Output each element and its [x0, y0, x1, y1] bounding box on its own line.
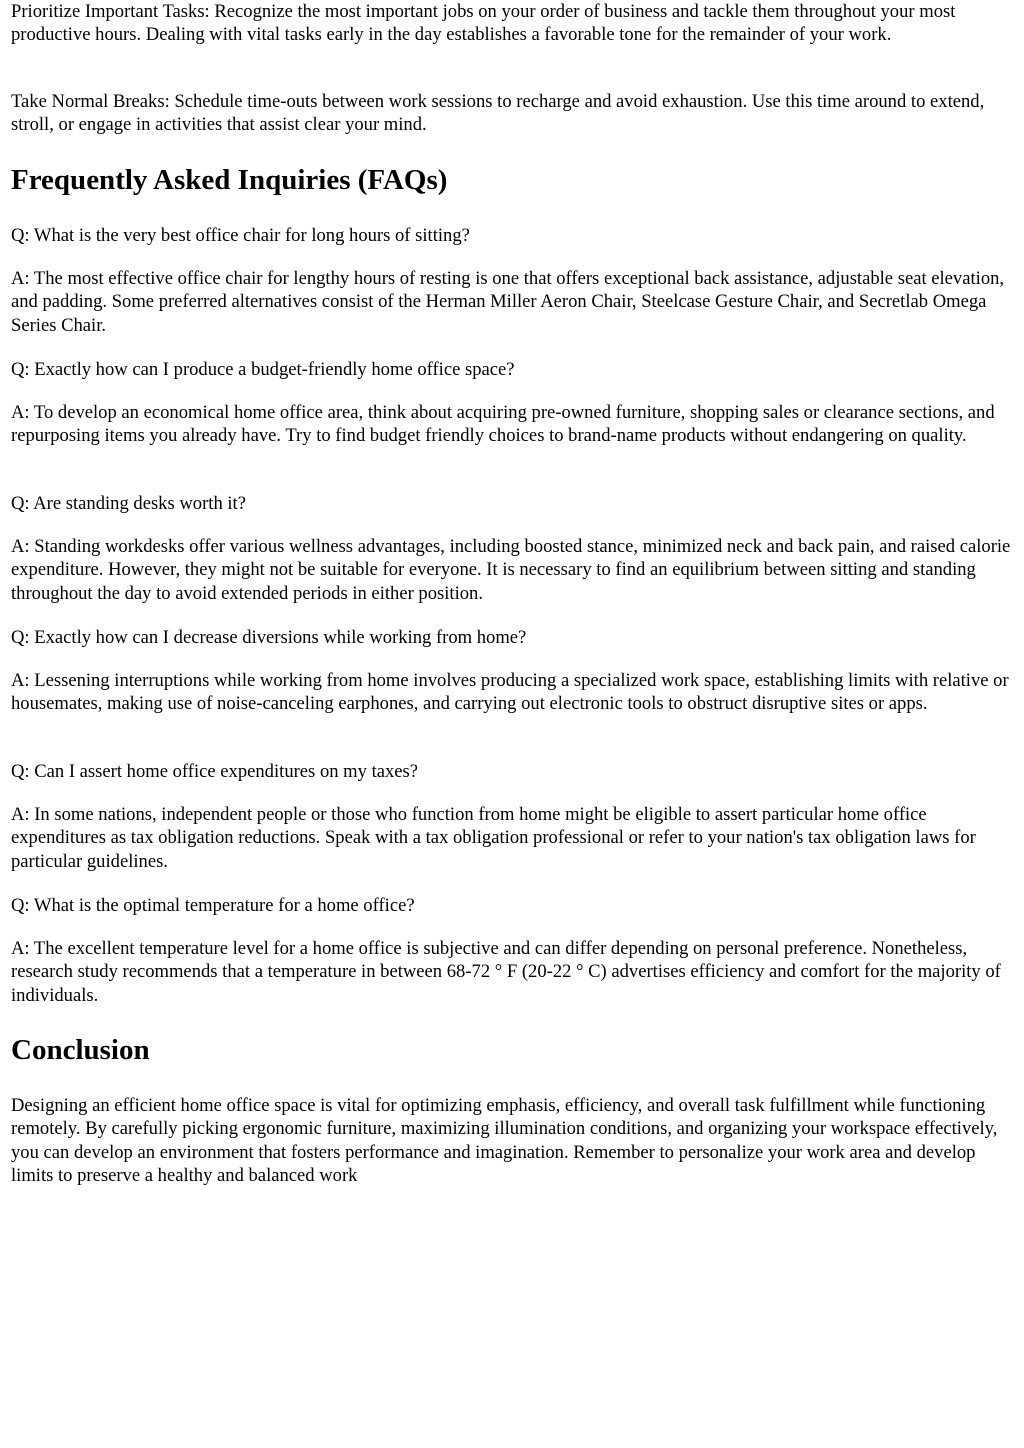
faq-question-5: Q: Can I assert home office expenditures on my taxes?	[11, 761, 419, 782]
faq-heading: Frequently Asked Inquiries (FAQs)	[11, 164, 448, 196]
conclusion-heading: Conclusion	[11, 1034, 150, 1066]
faq-answer-4: A: Lessening interruptions while working from home involves producing a specialized work space, establishing limits with relative or housemates, making use of noise-canceling earphones, and carrying out electronic tools to obstruct disruptive sites or apps.	[11, 670, 1009, 715]
paragraph-take-breaks: Take Normal Breaks: Schedule time-outs between work sessions to recharge and avoid exhaustion. Use this time around to extend, stroll, or engage in activities that assist clear your mind.	[11, 91, 985, 136]
faq-answer-1: A: The most effective office chair for lengthy hours of resting is one that offers exceptional back assistance, adjustable seat elevation, and padding. Some preferred alternatives consist of the Herman Miller Aeron Chair, Steelcase Gesture Chair, and Secretlab Omega Series Chair.	[11, 268, 1005, 336]
conclusion-paragraph: Designing an efficient home office space is vital for optimizing emphasis, efficiency, and overall task fulfillment while functioning remotely. By carefully picking ergonomic furniture, maximizing illumination conditions, and organizing your workspace effectively, you can develop an environment that fosters performance and imagination. Remember to personalize your work area and develop limits to preserve a healthy and balanced work	[11, 1095, 998, 1186]
faq-question-3: Q: Are standing desks worth it?	[11, 493, 246, 514]
faq-question-2: Q: Exactly how can I produce a budget-friendly home office space?	[11, 359, 515, 380]
faq-question-1: Q: What is the very best office chair for long hours of sitting?	[11, 225, 470, 246]
faq-answer-3: A: Standing workdesks offer various wellness advantages, including boosted stance, minimized neck and back pain, and raised calorie expenditure. However, they might not be suitable for everyone. It is necessary to find an equilibrium between sitting and standing throughout the day to avoid extended periods in either position.	[11, 536, 1011, 604]
faq-answer-5: A: In some nations, independent people or those who function from home might be eligible to assert particular home office expenditures as tax obligation reductions. Speak with a tax obligation professional or refer to your nation's tax obligation laws for particular guidelines.	[11, 804, 976, 872]
paragraph-prioritize-tasks: Prioritize Important Tasks: Recognize the most important jobs on your order of business and tackle them throughout your most productive hours. Dealing with vital tasks early in the day establishes a favorable tone for the remainder of your work.	[11, 1, 956, 46]
faq-question-6: Q: What is the optimal temperature for a home office?	[11, 895, 415, 916]
faq-answer-2: A: To develop an economical home office area, think about acquiring pre-owned furniture, shopping sales or clearance sections, and repurposing items you already have. Try to find budget friendly choices to brand-name products without endangering on quality.	[11, 402, 995, 447]
faq-question-4: Q: Exactly how can I decrease diversions while working from home?	[11, 627, 527, 648]
faq-answer-6: A: The excellent temperature level for a home office is subjective and can differ depending on personal preference. Nonetheless, research study recommends that a temperature in between 68-72 ° F (20-22 ° C) advertises efficiency and comfort for the majority of individuals.	[11, 938, 1001, 1006]
